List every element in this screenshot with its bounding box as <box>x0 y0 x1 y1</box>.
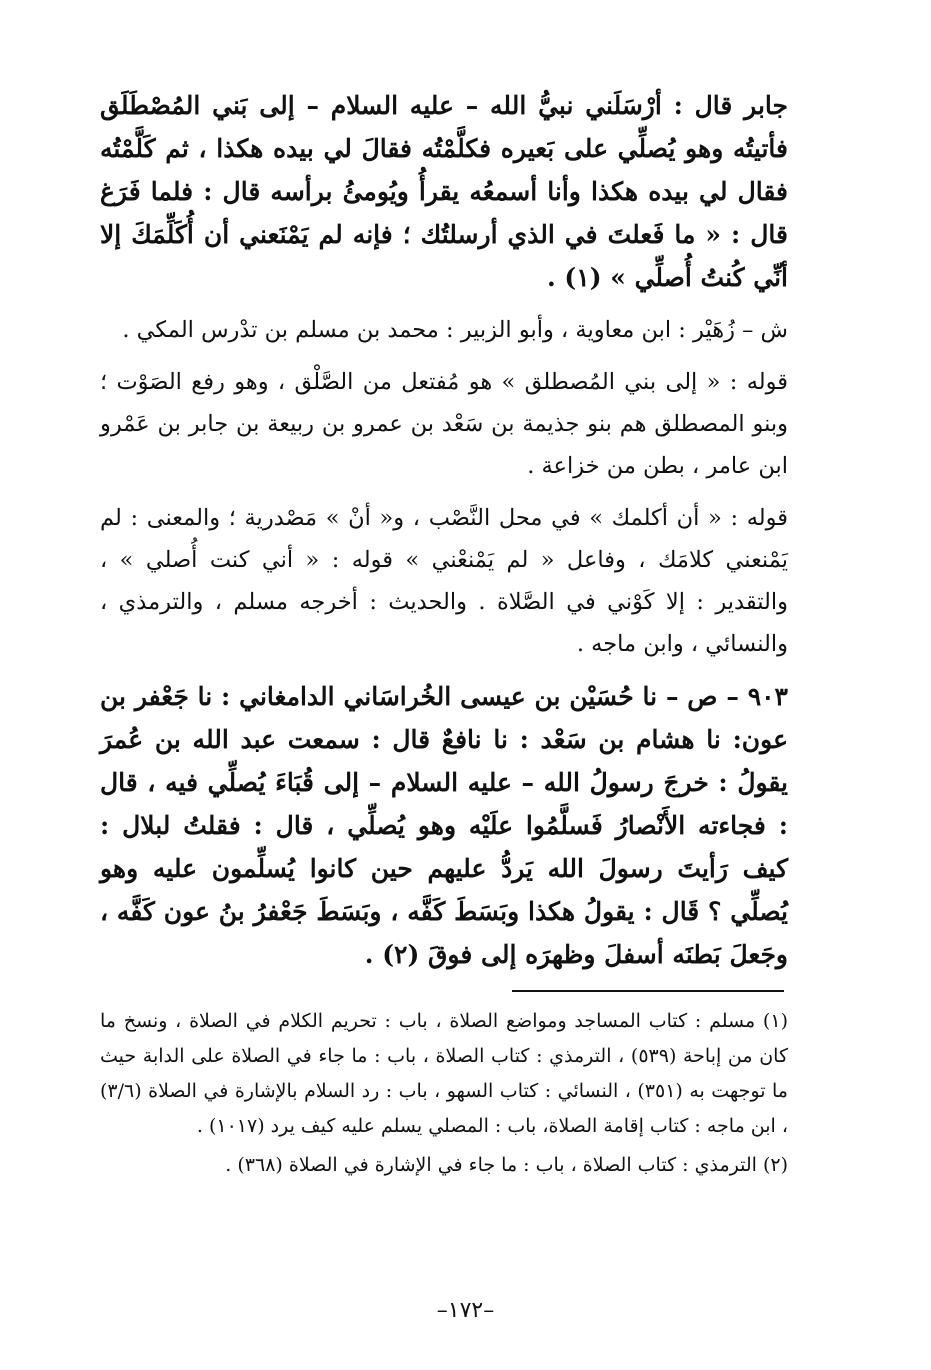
page-body <box>100 84 788 986</box>
hadith-text-903: ٩٠٣ – ص – نا حُسَيْن بن عيسى الخُراسَاني الدامغاني : نا جَعْفر بن عون: نا هشام بن سَعْد : نا نافعٌ قال : سمعت عبد الله بن عُمرَ يقولُ : خرجَ رسولُ الله – عليه السلام – إلى قُبَاءَ يُصلِّي فيه ، قال : فجاءته الأَنْصارُ فَسلَّمُوا علَيْه وهو يُصلِّي ، قال : فقلتُ لبلال : كيف رَأيتَ رسولَ الله يَردُّ عليهم حين كانوا يُسلِّمون عليه وهو يُصلِّي ؟ قَال : يقولُ هكذا وبَسَطَ كَفَّه ، وبَسَطَ جَعْفرُ بنُ عون كَفَّه ، وجَعلَ بَطنَه أسفلَ وظهرَه إلى فوقَ (٢) . <box>100 682 788 969</box>
commentary-mustaliq: قوله : « إلى بني المُصطلق » هو مُفتعل من الصَّلْق ، وهو رفع الصَوْت ؛ وبنو المصطلق هم بنو جذيمة بن سَعْد بن عمرو بن ربيعة بن جابر بن عَمْرو ابن عامر ، بطن من خزاعة . <box>100 369 788 479</box>
footnote-2: (٢) الترمذي : كتاب الصلاة ، باب : ما جاء في الإشارة في الصلاة (٣٦٨) . <box>225 1154 788 1176</box>
hadith-text-902: جابر قال : أرْسَلَني نبيُّ الله – عليه السلام – إلى بَني المُصْطَلَق فأتيتُه وهو يُصلِّي على بَعيره فكلَّمْتُه فقالَ لي بيده هكذا ، ثم كَلَّمْتُه فقال لي بيده هكذا وأنا أسمعُه يقرأُ ويُومئُ برأسه قال : فلما فَرَغ قال : « ما فَعلتَ في الذي أرسلتُك ؛ فإنه لم يَمْنَعني أن أُكَلِّمَكَ إلا أنِّي كُنتُ أُصلِّي » (١) . <box>100 91 788 292</box>
page-number: –١٧٢– <box>436 1298 495 1323</box>
footnote-1: (١) مسلم : كتاب المساجد ومواضع الصلاة ، باب : تحريم الكلام في الصلاة ، ونسخ ما كان من إباحة (٥٣٩) ، الترمذي : كتاب الصلاة ، باب : ما جاء في الصلاة على الدابة حيث ما توجهت به (٣٥١) ، النسائي : كتاب السهو ، باب : رد السلام بالإشارة في الصلاة (٣/٦) ، ابن ماجه : كتاب إقامة الصلاة، باب : المصلي يسلم عليه كيف يرد (١٠١٧) . <box>100 1010 789 1137</box>
footnotes <box>100 1004 788 1187</box>
footnote-divider <box>512 990 784 992</box>
commentary-narrators: ش – زُهَيْر : ابن معاوية ، وأبو الزبير : محمد بن مسلم بن تدْرس المكي . <box>122 317 788 343</box>
commentary-grammar: قوله : « أن أكلمك » في محل النَّصْب ، و« أنْ » مَصْدرية ؛ والمعنى : لم يَمْنعني كلامَك ، وفاعل « لم يَمْنعْني » قوله : « أني كنت أُصلي » ، والتقدير : إلا كَوْني في الصَّلاة . والحديث : أخرجه مسلم ، والترمذي ، والنسائي ، وابن ماجه . <box>100 505 788 657</box>
